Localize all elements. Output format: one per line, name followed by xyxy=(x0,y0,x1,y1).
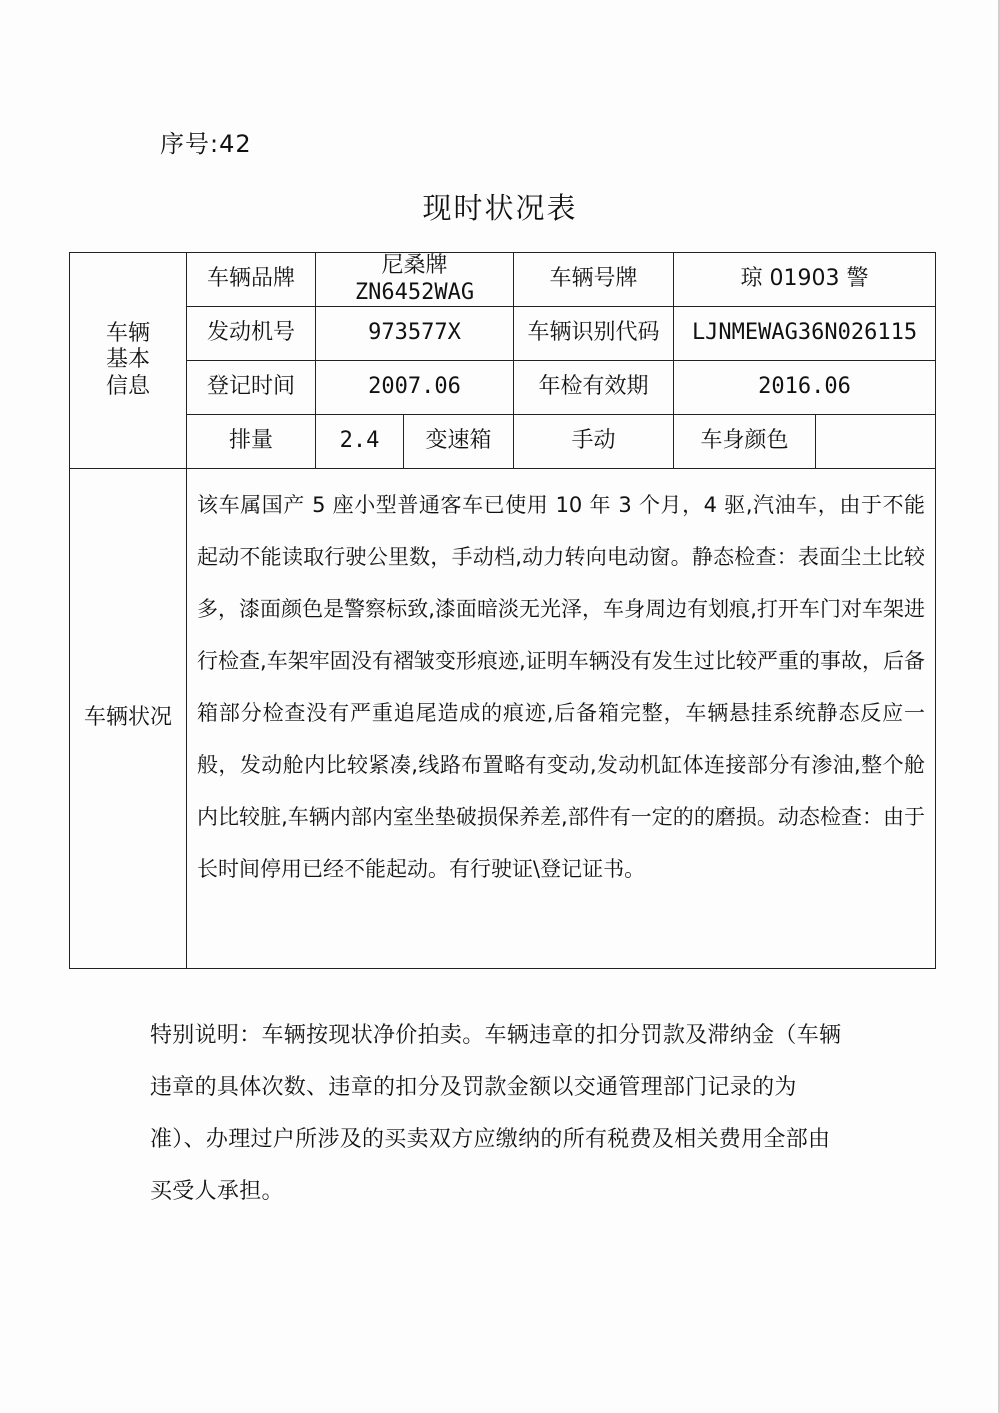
displacement-label: 排量 xyxy=(187,415,316,469)
inspection-value: 2016.06 xyxy=(674,361,936,415)
table-row xyxy=(70,469,936,969)
vin-value: LJNMEWAG36N026115 xyxy=(674,307,936,361)
gearbox-label: 变速箱 xyxy=(404,415,514,469)
table-row xyxy=(70,253,936,307)
table-row xyxy=(70,307,936,361)
plate-value: 琼 01903 警 xyxy=(674,253,936,307)
table-row xyxy=(70,361,936,415)
displacement-value: 2.4 xyxy=(316,415,404,469)
gearbox-value: 手动 xyxy=(514,415,674,469)
basic-info-label-line: 信息 xyxy=(105,373,150,399)
color-label: 车身颜色 xyxy=(674,415,816,469)
plate-label: 车辆号牌 xyxy=(514,253,674,307)
condition-description: 该车属国产 5 座小型普通客车已使用 10 年 3 个月，4 驱,汽油车，由于不能起动不能读取行驶公里数，手动档,动力转向电动窗。静态检查：表面尘土比较多，漆面颜色是警察标致,漆面暗淡无光泽，车身周边有划痕,打开车门对车架进行检查,车架牢固没有褶皱变形痕迹,证明车辆没有发生过比较严重的事故，后备箱部分检查没有严重追尾造成的痕迹,后备箱完整，车辆悬挂系统静态反应一般，发动舱内比较紧凑,线路布置略有变动,发动机缸体连接部分有渗油,整个舱内比较脏,车辆内部内室坐垫破损保养差,部件有一定的的磨损。动态检查：由于长时间停用已经不能起动。有行驶证\登记证书。 xyxy=(187,469,936,969)
special-remark: 特别说明：车辆按现状净价拍卖。车辆违章的扣分罚款及滞纳金（车辆违章的具体次数、违章的扣分及罚款金额以交通管理部门记录的为准）、办理过户所涉及的买卖双方应缴纳的所有税费及相关费用全部由买受人承担。 xyxy=(150,1023,842,1204)
table-row xyxy=(70,415,936,469)
registration-value: 2007.06 xyxy=(316,361,514,415)
brand-label: 车辆品牌 xyxy=(187,253,316,307)
document-title: 现时状况表 xyxy=(422,191,578,225)
serial-number: 序号:42 xyxy=(160,130,252,158)
engine-value: 973577X xyxy=(316,307,514,361)
vin-label: 车辆识别代码 xyxy=(514,307,674,361)
basic-info-label-line: 基本 xyxy=(105,347,150,373)
engine-label: 发动机号 xyxy=(187,307,316,361)
registration-label: 登记时间 xyxy=(187,361,316,415)
basic-info-label-line: 车辆 xyxy=(105,320,150,346)
condition-label: 车辆状况 xyxy=(70,469,187,969)
basic-info-label xyxy=(70,253,187,469)
color-value xyxy=(816,415,936,469)
brand-value: 尼桑牌 ZN6452WAG xyxy=(316,253,514,307)
vehicle-status-table xyxy=(69,252,936,969)
inspection-label: 年检有效期 xyxy=(514,361,674,415)
